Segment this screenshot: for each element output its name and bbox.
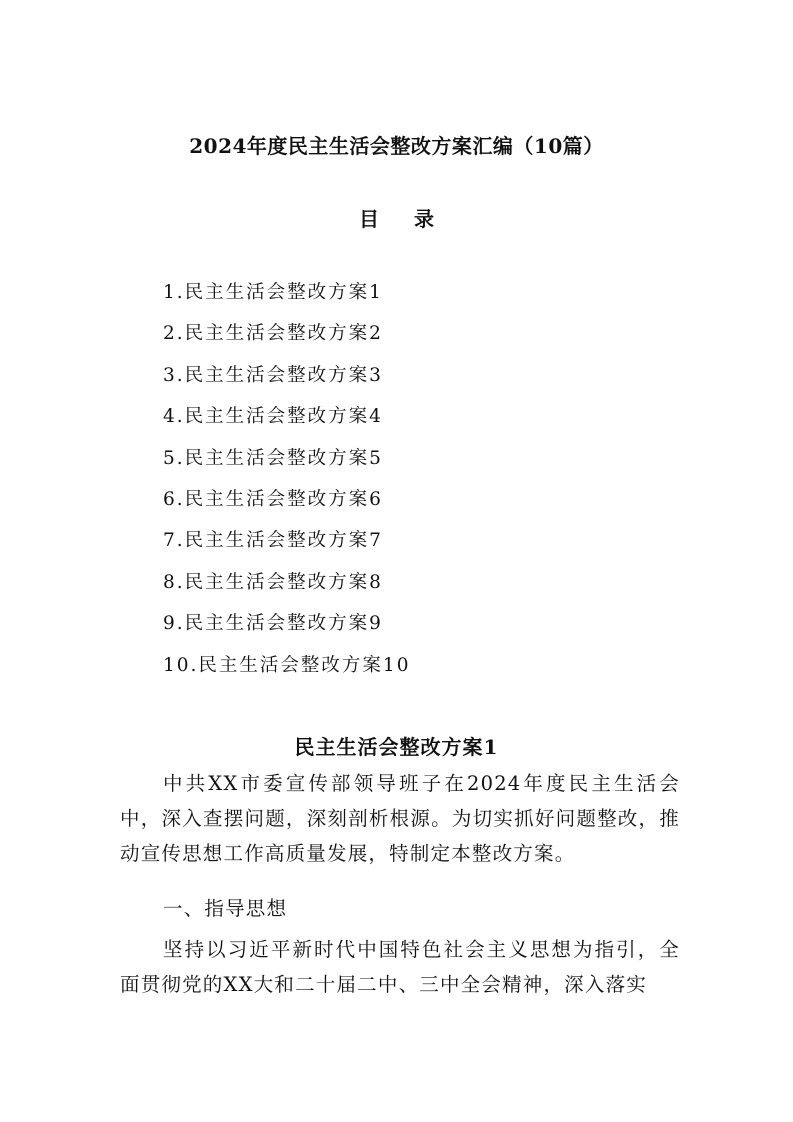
toc-item: 7.民主生活会整改方案7 bbox=[163, 530, 383, 552]
toc-item: 3.民主生活会整改方案3 bbox=[163, 364, 383, 386]
toc-item: 10.民主生活会整改方案10 bbox=[163, 654, 411, 676]
toc-heading: 目 录 bbox=[359, 207, 448, 231]
toc-item: 9.民主生活会整改方案9 bbox=[163, 613, 383, 635]
section-heading-guiding-ideology: 一、指导思想 bbox=[163, 897, 288, 920]
toc-item: 8.民主生活会整改方案8 bbox=[163, 571, 383, 593]
toc-item: 2.民主生活会整改方案2 bbox=[163, 323, 383, 345]
table-of-contents bbox=[163, 272, 410, 686]
toc-item: 1.民主生活会整改方案1 bbox=[163, 282, 383, 303]
toc-item: 4.民主生活会整改方案4 bbox=[163, 406, 383, 428]
document-title: 2024年度民主生活会整改方案汇编（10篇） bbox=[189, 134, 604, 158]
toc-item: 6.民主生活会整改方案6 bbox=[163, 488, 383, 510]
section-title: 民主生活会整改方案1 bbox=[294, 735, 499, 759]
guiding-ideology-paragraph: 坚持以习近平新时代中国特色社会主义思想为指引，全面贯彻党的XX大和二十届二中、三中全会精神，深入落实 bbox=[120, 938, 680, 996]
toc-item: 5.民主生活会整改方案5 bbox=[163, 447, 383, 469]
intro-paragraph: 中共XX市委宣传部领导班子在2024年度民主生活会中，深入查摆问题，深刻剖析根源。为切实抓好问题整改，推动宣传思想工作高质量发展，特制定本整改方案。 bbox=[120, 772, 680, 865]
